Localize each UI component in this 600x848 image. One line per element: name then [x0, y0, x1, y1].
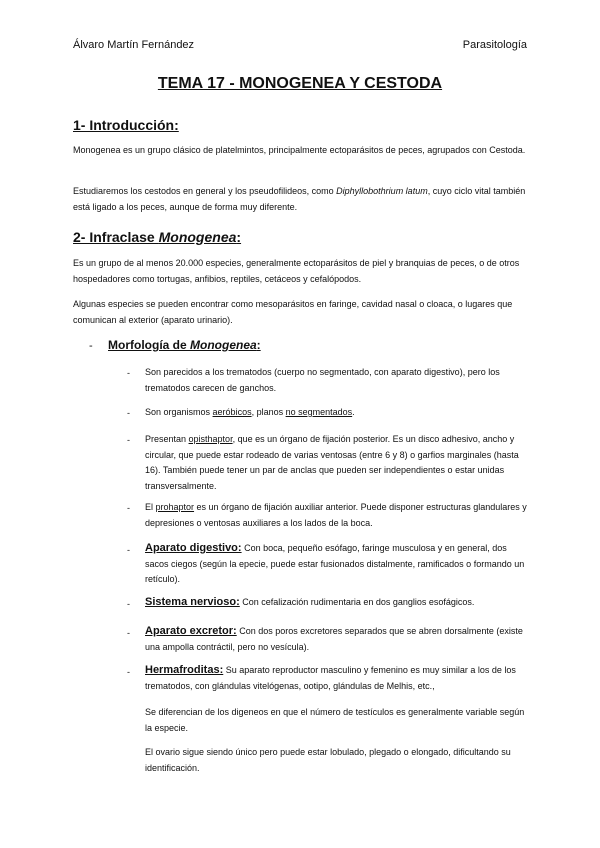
s1-p2-text-a: Estudiaremos los cestodos en general y los pseudofilideos, como	[73, 186, 337, 196]
morf-heading-a: Morfología de	[108, 338, 190, 352]
s2-paragraph-2: Algunas especies se pueden encontrar como mesoparásitos en faringe, cavidad nasal o cloaca, o lugares que comunican al exterior (aparato urinario).	[73, 299, 513, 325]
header-author: Álvaro Martín Fernández	[73, 39, 195, 51]
bullet-8-paragraph-3: El ovario sigue siendo único pero puede estar lobulado, plegado o elongado, dificultando su identificación.	[145, 747, 511, 773]
s2-paragraph-1: Es un grupo de al menos 20.000 especies, generalmente ectoparásitos de piel y branquias de peces, o de otros hospedadores como tortugas, anfibios, reptiles, cetáceos y cefalópodos.	[73, 258, 520, 284]
bullet-marker: -	[127, 408, 130, 418]
section-1-heading: 1- Introducción:	[73, 117, 179, 133]
bullet-5	[145, 541, 530, 588]
bullet-8-paragraph-2: Se diferencian de los digeneos en que el número de testículos es generalmente variable según la especie.	[145, 707, 525, 733]
b2-underlined-2: no segmentados	[285, 407, 353, 417]
b6-text: Con cefalización rudimentaria en dos ganglios esofágicos.	[239, 597, 475, 607]
b3-text-a: Presentan	[145, 434, 189, 444]
b2-text-b: , planos	[251, 407, 286, 417]
morfologia-dash: -	[89, 340, 93, 352]
bullet-marker: -	[127, 628, 130, 638]
morfologia-heading	[108, 338, 261, 352]
bullet-marker: -	[127, 667, 130, 677]
b4-text-a: El	[145, 502, 156, 512]
b6-label: Sistema nervioso:	[145, 596, 240, 608]
bullet-marker: -	[127, 599, 130, 609]
bullet-4	[145, 500, 530, 531]
s1-p2-italic: Diphyllobothrium latum	[336, 186, 428, 196]
morf-heading-b: :	[256, 338, 261, 352]
bullet-marker: -	[127, 435, 130, 445]
b8-label: Hermafroditas:	[145, 664, 224, 676]
s2-heading-b: :	[236, 229, 242, 245]
bullet-3	[145, 432, 530, 494]
bullet-marker: -	[127, 545, 130, 555]
b3-underlined: opisthaptor	[188, 434, 233, 444]
morf-heading-italic: Monogenea	[190, 338, 257, 352]
b5-text: Con boca, pequeño esófago, faringe musculosa y en general, dos sacos ciegos (según la epecie, puede estar fusionados distalmente, ramificados o formando un retículo).	[145, 543, 525, 584]
b3-text-b: , que es un órgano de fijación posterior. Es un disco adhesivo, ancho y circular, que puede estar rodeado de varias ventosas (entre 6 y 8) o garfios marginales (hasta 16). También puede tener un par de anclas que pueden ser independientes o estar unidas transversalmente.	[145, 434, 519, 491]
page-title: TEMA 17 - MONOGENEA Y CESTODA	[157, 75, 443, 92]
bullet-marker: -	[127, 503, 130, 513]
b8-text: Su aparato reproductor masculino y femenino es muy similar a los de los trematodos, con glándulas vitelógenas, ootipo, glándulas de Melhis, etc.,	[145, 665, 516, 691]
s2-heading-a: 2- Infraclase	[73, 229, 159, 245]
bullet-7	[145, 624, 530, 655]
bullet-marker: -	[127, 368, 130, 378]
s2-heading-italic: Monogenea	[158, 229, 237, 245]
b2-underlined-1: aeróbicos	[212, 407, 252, 417]
bullet-2	[145, 405, 530, 421]
s1-p2-text-b: , cuyo ciclo vital también está ligado a los peces, aunque de forma muy diferente.	[73, 186, 526, 212]
b5-label: Aparato digestivo:	[145, 542, 242, 554]
bullet-6	[145, 595, 530, 611]
s1-paragraph-1: Monogenea es un grupo clásico de platelmintos, principalmente ectoparásitos de peces, agrupados con Cestoda.	[73, 145, 526, 155]
b4-underlined: prohaptor	[155, 502, 195, 512]
section-2-heading	[73, 229, 241, 245]
header-subject: Parasitología	[462, 39, 527, 51]
b7-text: Con dos poros excretores separados que se abren dorsalmente (existe una ampolla contráctil, pero no vesícula).	[145, 626, 523, 652]
b2-text-a: Son organismos	[145, 407, 213, 417]
s1-paragraph-2	[73, 184, 533, 215]
b2-text-c: .	[352, 407, 355, 417]
b4-text-b: es un órgano de fijación auxiliar anterior. Puede disponer estructuras glandulares y depresiones o ventosas auxiliares a los lados de la boca.	[145, 502, 527, 528]
b7-label: Aparato excretor:	[145, 625, 237, 637]
bullet-1: Son parecidos a los trematodos (cuerpo no segmentado, con aparato digestivo), pero los trematodos carecen de ganchos.	[145, 367, 500, 393]
bullet-8	[145, 663, 530, 694]
